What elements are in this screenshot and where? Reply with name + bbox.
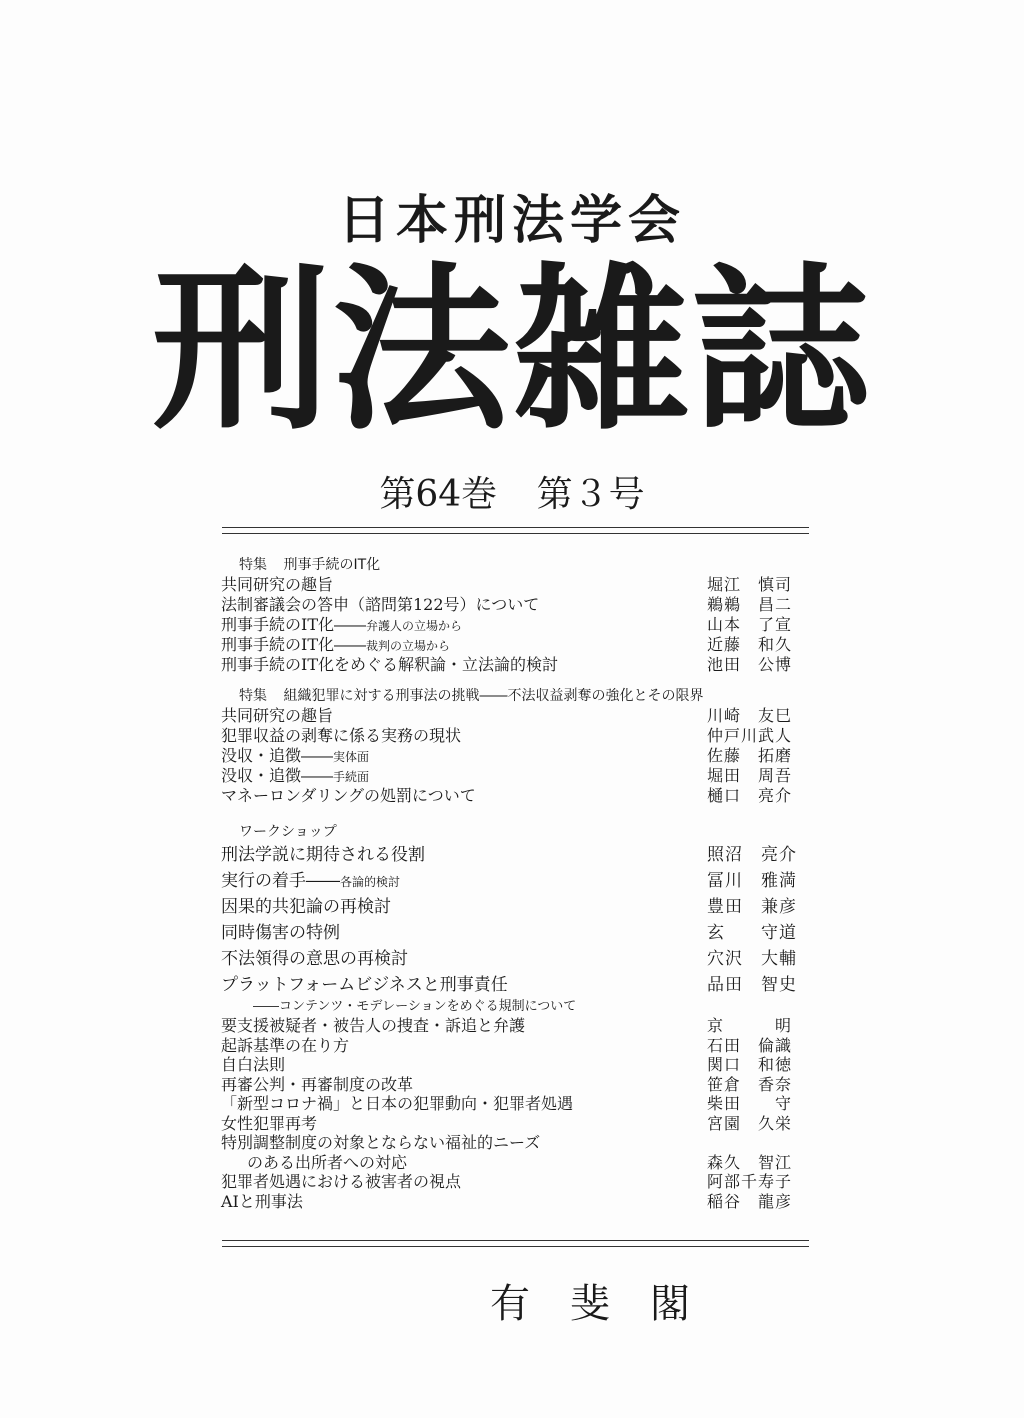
entry-title: プラットフォームビジネスと刑事責任 <box>221 975 508 995</box>
toc-entry-continuation <box>221 1153 809 1173</box>
entry-author: 堀江 慎司 <box>707 575 793 594</box>
entry-title: 刑事手続のIT化―― <box>221 615 366 634</box>
toc-entry <box>221 894 809 920</box>
entry-title: 刑事手続のIT化―― <box>221 635 366 654</box>
entry-title: マネーロンダリングの処罰について <box>221 786 476 805</box>
entry-author: 笹倉 香奈 <box>707 1074 793 1094</box>
entry-author: 冨川 雅満 <box>707 871 797 891</box>
bottom-divider <box>222 1240 809 1247</box>
toc-entry <box>221 655 809 675</box>
toc-entry <box>221 726 809 746</box>
entry-author: 仲戸川武人 <box>707 726 793 745</box>
toc-entry <box>221 868 809 894</box>
entry-author: 品田 智史 <box>707 975 797 995</box>
table-of-contents <box>221 555 809 1211</box>
entry-title: 再審公判・再審制度の改革 <box>221 1074 414 1094</box>
toc-entry <box>221 786 809 806</box>
toc-entry <box>221 1016 809 1036</box>
top-divider <box>222 527 809 534</box>
entry-subtitle: 各論的検討 <box>340 875 401 889</box>
entry-author: 京 明 <box>707 1016 793 1035</box>
entry-title: 起訴基準の在り方 <box>221 1035 350 1055</box>
toc-entry <box>221 1094 809 1114</box>
journal-title: 刑法雑誌 <box>152 247 872 454</box>
toc-entry <box>221 1055 809 1075</box>
entry-subtitle: 裁判の立場から <box>366 639 451 653</box>
entry-subtitle: 実体面 <box>333 750 370 764</box>
entry-subtitle: ――コンテンツ・モデレーションをめぐる規制について <box>253 999 577 1014</box>
entry-title: 共同研究の趣旨 <box>221 575 334 594</box>
toc-entry <box>221 1192 809 1212</box>
section-title: 刑事手続のIT化 <box>283 557 381 573</box>
entry-title: 刑事手続のIT化をめぐる解釈論・立法論的検討 <box>221 655 558 674</box>
toc-entry <box>221 946 809 972</box>
society-name: 日本刑法学会 <box>337 191 686 251</box>
entry-title: 犯罪者処遇における被害者の視点 <box>221 1172 462 1191</box>
entry-author: 森久 智江 <box>707 1152 793 1172</box>
entry-title: 要支援被疑者・被告人の捜査・訴追と弁護 <box>221 1016 526 1035</box>
entry-title: 実行の着手―― <box>221 871 340 891</box>
entry-author: 玄 守道 <box>707 923 797 943</box>
entry-author: 近藤 和久 <box>707 635 793 654</box>
section-label: 特集 <box>239 688 267 704</box>
toc-entry <box>221 1036 809 1056</box>
entry-title: 法制審議会の答申（諮問第122号）について <box>221 595 540 614</box>
section-label: ワークショップ <box>239 824 337 840</box>
toc-entry <box>221 1172 809 1192</box>
section-special-1 <box>221 555 809 675</box>
entry-author: 関口 和徳 <box>707 1055 793 1074</box>
entry-author: 川崎 友巳 <box>707 706 793 725</box>
entry-title: 女性犯罪再考 <box>221 1113 318 1133</box>
section-label: 特集 <box>239 557 267 573</box>
entry-author: 鵜鵜 昌二 <box>707 595 793 614</box>
toc-entry <box>221 1114 809 1134</box>
entry-author: 堀田 周吾 <box>707 766 793 785</box>
entry-title: のある出所者への対応 <box>247 1152 408 1172</box>
entry-title: 刑法学説に期待される役割 <box>221 845 425 865</box>
toc-entry <box>221 1133 809 1153</box>
entry-author: 豊田 兼彦 <box>707 897 797 917</box>
entry-title: 同時傷害の特例 <box>221 923 340 943</box>
entry-author: 佐藤 拓磨 <box>707 746 793 765</box>
number-label: 第３号 <box>536 474 645 515</box>
entry-author: 照沼 亮介 <box>707 845 797 865</box>
section-title: 組織犯罪に対する刑事法の挑戦――不法収益剥奪の強化とその限界 <box>283 688 704 704</box>
toc-entry <box>221 595 809 615</box>
toc-entry <box>221 746 809 766</box>
entry-title: 没収・追徴―― <box>221 746 334 765</box>
toc-entry <box>221 575 809 595</box>
toc-entry <box>221 972 809 998</box>
section-heading <box>221 822 809 842</box>
entry-author: 石田 倫識 <box>707 1035 793 1055</box>
entry-title: 自白法則 <box>221 1055 286 1074</box>
entry-title: 犯罪収益の剥奪に係る実務の現状 <box>221 726 462 745</box>
entry-title: 不法領得の意思の再検討 <box>221 949 408 969</box>
section-heading <box>221 555 809 575</box>
toc-entry <box>221 920 809 946</box>
issue-number <box>0 466 1024 517</box>
entry-author: 柴田 守 <box>707 1094 793 1113</box>
section-special-2 <box>221 686 809 806</box>
section-workshop <box>221 822 809 1211</box>
toc-entry <box>221 842 809 868</box>
entry-title: 没収・追徴―― <box>221 766 334 785</box>
toc-entry <box>221 706 809 726</box>
publisher-name: 有斐閣 <box>490 1281 730 1327</box>
entry-author: 山本 了宣 <box>707 615 793 634</box>
volume-label: 第64巻 <box>379 474 498 515</box>
entry-subtitle: 弁護人の立場から <box>366 619 463 633</box>
entry-title: 「新型コロナ禍」と日本の犯罪動向・犯罪者処遇 <box>221 1094 574 1113</box>
toc-entry <box>221 635 809 655</box>
toc-entry <box>221 615 809 635</box>
entry-title: 共同研究の趣旨 <box>221 706 334 725</box>
toc-entry <box>221 1075 809 1095</box>
entry-title: AIと刑事法 <box>221 1191 303 1211</box>
entry-author: 宮園 久栄 <box>707 1113 793 1133</box>
entry-subtitle: 手続面 <box>333 770 370 784</box>
entry-title: 因果的共犯論の再検討 <box>221 897 391 917</box>
entry-title: 特別調整制度の対象とならない福祉的ニーズ <box>221 1133 541 1152</box>
entry-author: 樋口 亮介 <box>707 786 793 805</box>
toc-entry <box>221 766 809 786</box>
entry-author: 阿部千寿子 <box>707 1172 793 1191</box>
entry-author: 池田 公博 <box>707 655 793 674</box>
section-heading <box>221 686 809 706</box>
entry-author: 稲谷 龍彦 <box>707 1191 793 1211</box>
entry-author: 穴沢 大輔 <box>707 949 797 969</box>
